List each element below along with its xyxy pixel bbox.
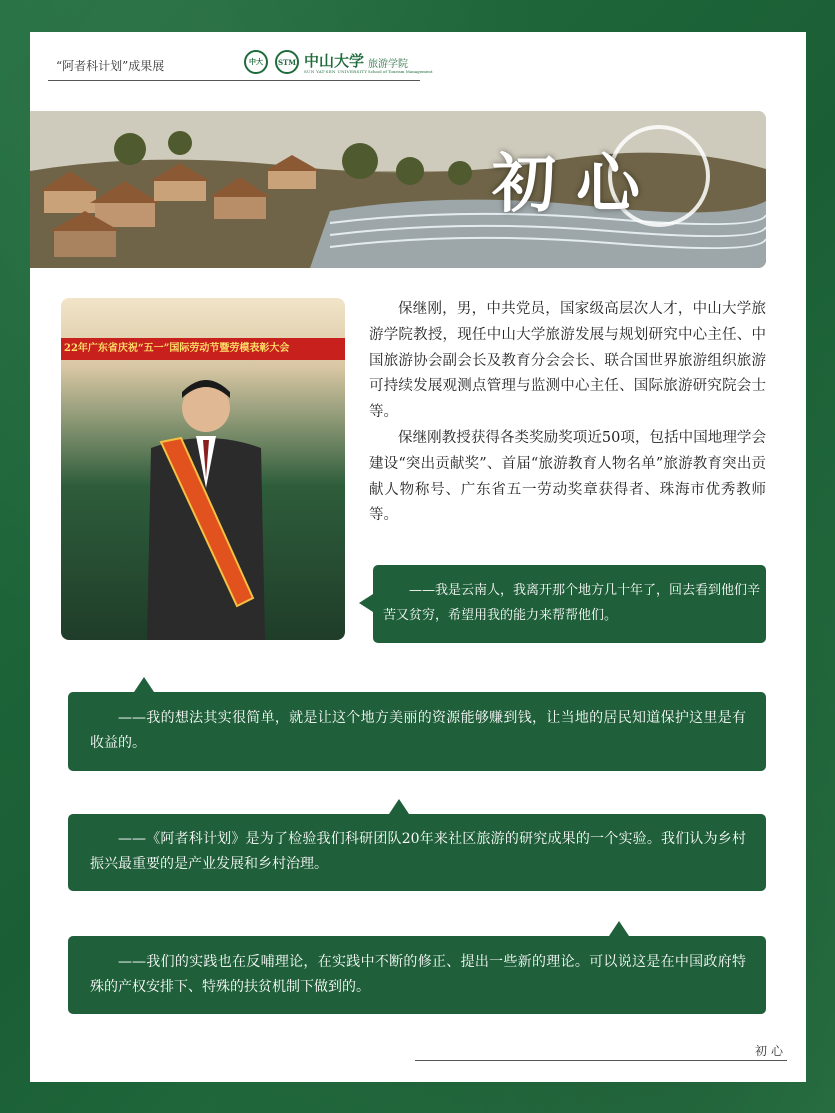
banner-title: 初心 [492, 147, 660, 222]
header-divider [48, 80, 420, 81]
footer-divider [415, 1060, 787, 1061]
quote-bubble-3 [68, 814, 766, 891]
quote-tail-3 [389, 799, 409, 814]
university-seal-logo: 中大 [244, 50, 268, 74]
bio-paragraph-2: 保继刚教授获得各类奖励奖项近50项，包括中国地理学会建设“突出贡献奖”、首届“旅游教育人物名单”旅游教育突出贡献人物称号、广东省五一劳动奖章获得者、珠海市优秀教师等。 [369, 429, 766, 524]
tourism-school-logo: STM [275, 50, 299, 74]
person-figure [141, 368, 271, 640]
school-name-en: School of Tourism Management [368, 69, 433, 74]
quote-bubble-4 [68, 936, 766, 1014]
quote-text-3: ——《阿者科计划》是为了检验我们科研团队20年来社区旅游的研究成果的一个实验。我们认为乡村振兴最重要的是产业发展和乡村治理。 [90, 831, 746, 872]
quote-tail-4 [609, 921, 629, 936]
quote-bubble-1 [373, 565, 766, 643]
banner-image [30, 111, 766, 268]
university-name: 中山大学 [304, 52, 365, 70]
portrait-photo [61, 298, 345, 640]
biography [369, 297, 766, 529]
quote-text-2: ——我的想法其实很简单，就是让这个地方美丽的资源能够赚到钱，让当地的居民知道保护这里是有收益的。 [90, 710, 746, 751]
footer-label: 初心 [755, 1044, 788, 1058]
quote-text-4: ——我们的实践也在反哺理论，在实践中不断的修正、提出一些新的理论。可以说这是在中国政府特殊的产权安排下、特殊的扶贫机制下做到的。 [90, 954, 746, 995]
quote-text-1: ——我是云南人，我离开那个地方几十年了，回去看到他们辛苦又贫穷，希望用我的能力来帮帮他们。 [383, 583, 761, 623]
school-name: 旅游学院 [368, 59, 408, 70]
quote-tail-1 [359, 594, 373, 612]
university-name-en: SUN YAT-SEN UNIVERSITY [304, 69, 368, 74]
quote-bubble-2 [68, 692, 766, 771]
photo-event-banner: 22年广东省庆祝“五一”国际劳动节暨劳模表彰大会 [61, 338, 345, 360]
exhibit-title: “阿者科计划”成果展 [56, 59, 165, 73]
poster-page [30, 32, 806, 1082]
bio-paragraph-1: 保继刚，男，中共党员，国家级高层次人才，中山大学旅游学院教授，现任中山大学旅游发展与规划研究中心主任、中国旅游协会副会长及教育分会会长、联合国世界旅游组织旅游可持续发展观测点管理与监测中心主任、国际旅游研究院会士等。 [369, 301, 766, 421]
quote-tail-2 [134, 677, 154, 692]
